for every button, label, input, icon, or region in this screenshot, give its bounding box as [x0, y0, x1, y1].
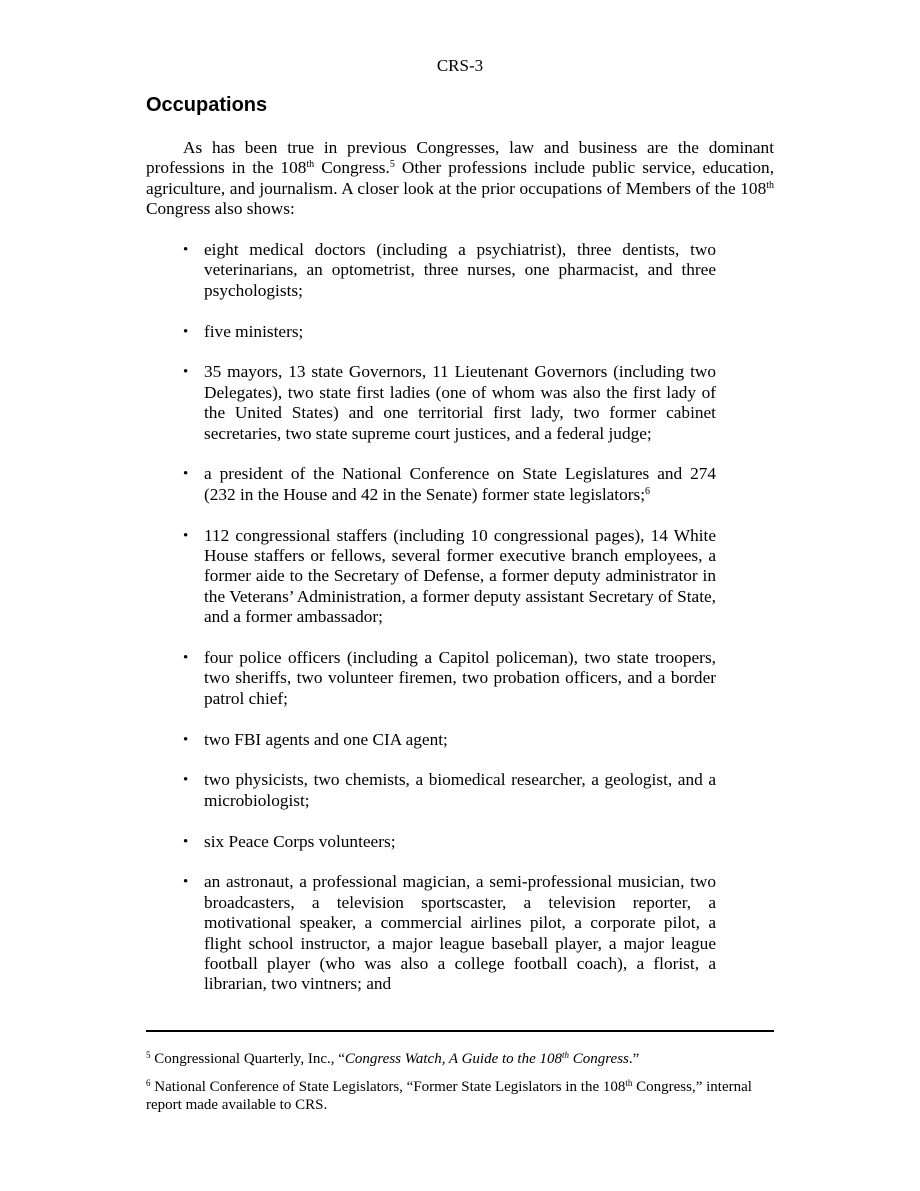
intro-text: As has been true in previous Congresses, law and business are the dominant professions in the 108 — [146, 138, 774, 178]
list-item-text: two FBI agents and one CIA agent; — [204, 729, 448, 749]
list-item-text: 112 congressional staffers (including 10 congressional pages), 14 White House staffers or fellows, several former executive branch employees, a former aide to the Secretary of Defense, a former deputy administrator in the Veterans’ Administration, a former deputy assistant Secretary of State, and a former ambassador; — [204, 525, 716, 627]
list-item-text: an astronaut, a professional magician, a semi-professional musician, two broadcasters, a television sportscaster, a television reporter, a motivational speaker, a commercial airlines pilot, a corporate pilot, a flight school instructor, a major league baseball player, a major league football player (who was also a college football coach), a florist, a librarian, two vintners; and — [204, 872, 716, 994]
intro-text: Congress also shows: — [146, 199, 295, 219]
list-item — [0, 832, 716, 852]
footnote-text: Congress,” internal report made available to CRS. — [146, 1079, 752, 1113]
footnote-5 — [146, 1051, 774, 1069]
list-item — [0, 464, 716, 505]
bullet-icon: • — [183, 833, 189, 850]
ordinal-suffix: th — [306, 159, 315, 171]
footnote-6 — [146, 1079, 774, 1114]
ordinal-suffix: th — [625, 1078, 633, 1088]
list-item — [0, 240, 716, 301]
footnote-title-text: Congress Watch, A Guide to the 108 — [344, 1051, 562, 1067]
list-item-text: two physicists, two chemists, a biomedical researcher, a geologist, and a microbiologist; — [204, 770, 716, 810]
section-heading: Occupations — [146, 94, 268, 116]
list-item-text: five ministers; — [204, 321, 304, 341]
list-item — [0, 730, 716, 750]
list-item-text: eight medical doctors (including a psychiatrist), three dentists, two veterinarians, an optometrist, three nurses, one pharmacist, and three psychologists; — [204, 240, 716, 300]
list-item-text: four police officers (including a Capitol policeman), two state troopers, two sheriffs, two volunteer firemen, two probation officers, and a border patrol chief; — [204, 648, 716, 708]
footnote-number: 5 — [146, 1050, 151, 1060]
bullet-icon: • — [183, 466, 189, 483]
bullet-icon: • — [183, 874, 189, 891]
bullet-icon: • — [183, 650, 189, 667]
list-item — [0, 322, 716, 342]
footnote-number: 6 — [146, 1078, 151, 1088]
footnote-divider — [146, 1030, 774, 1032]
footnote-title-text: Congress — [569, 1051, 629, 1067]
bullet-icon: • — [183, 242, 189, 258]
list-item — [0, 770, 716, 811]
list-item-text: six Peace Corps volunteers; — [204, 831, 396, 851]
list-item-text: a president of the National Conference on State Legislatures and 274 (232 in the House and 42 in the Senate) former state legislators; — [204, 464, 716, 504]
page-header: CRS-3 — [436, 56, 484, 75]
footnote-text: Congressional Quarterly, Inc., “ — [150, 1051, 345, 1067]
footnote-ref-6[interactable]: 6 — [645, 485, 651, 497]
bullet-icon: • — [183, 527, 189, 544]
intro-text: Congress. — [314, 158, 390, 178]
footnote-text: .” — [628, 1051, 640, 1067]
ordinal-suffix: th — [766, 179, 774, 191]
bullet-icon: • — [183, 323, 189, 340]
list-item — [0, 362, 716, 444]
bullet-icon: • — [183, 772, 189, 789]
list-item-text: 35 mayors, 13 state Governors, 11 Lieutenant Governors (including two Delegates), two state first ladies (one of whom was also the first lady of the United States) and one territorial first lady, two former cabinet secretaries, two state supreme court justices, and a federal judge; — [204, 362, 716, 443]
occupation-list — [0, 240, 920, 1015]
list-item — [0, 872, 716, 994]
intro-paragraph — [146, 138, 774, 220]
list-item — [0, 648, 716, 709]
footnote-title — [345, 1051, 629, 1067]
intro-text: Other professions include public service, education, agriculture, and journalism. A closer look at the prior occupations of Members of the 108 — [146, 158, 775, 198]
list-item — [0, 526, 716, 628]
ordinal-suffix: th — [561, 1050, 569, 1060]
footnote-text: National Conference of State Legislators, “Former State Legislators in the 108 — [150, 1079, 626, 1095]
bullet-icon: • — [183, 731, 189, 748]
bullet-icon: • — [183, 364, 189, 381]
footnote-ref-5[interactable]: 5 — [389, 159, 395, 171]
